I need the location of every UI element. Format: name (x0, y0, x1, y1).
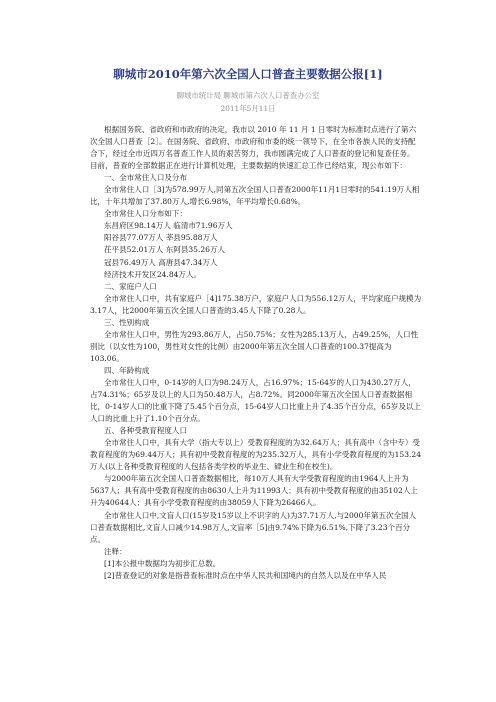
document-title: 聊城市2010年第六次全国人口普查主要数据公报[1] (113, 67, 383, 81)
body-paragraph: 全市常住人口中，0-14岁的人口为98.24万人，占16.97%；15-64岁的人口为430.27万人，占74.31%；65岁及以上的人口为50.48万人，占8.72%。同2000年第五次全国人口普查数据相比，0-14岁人口的比重下降了5.45个百分点，15-64岁人口比重上升了4.35个百分点，65岁及以上人口的比重上升了1.10个百分点。 (90, 377, 421, 424)
body-paragraph: 全市常住人口中，男性为293.86万人，占50.75%；女性为285.13万人，占49.25%，人口性别比（以女性为100，男性对女性的比例）由2000年第五次全国人口普查的100.37提高为103.06。 (90, 329, 419, 363)
section-heading: 五、各种受教育程度人口 (104, 426, 188, 436)
section-heading: 四、年龄构成 (104, 365, 150, 375)
list-item: 茌平县52.01万人 东阿县35.26万人 (104, 245, 226, 255)
list-item: 经济技术开发区24.84万人。 (104, 269, 202, 279)
list-item: 冠县76.49万人 高唐县47.34万人 (104, 257, 218, 267)
body-paragraph: 全市常住人口中，具有大学（指大专以上）受教育程度的为32.64万人；具有高中（含中专）受教育程度的为69.44万人；具有初中受教育程度的为235.32万人，具有小学受教育程度的为153.24万人(以上各种受教育程度的人包括各类学校的毕业生、肄业生和在校生)。 (90, 438, 422, 472)
list-item: 阳谷县77.07万人 莘县95.88万人 (104, 233, 218, 243)
notes-heading: 注释： (104, 546, 127, 556)
body-paragraph: 与2000年第五次全国人口普查数据相比，每10万人具有大学受教育程度的由1964人上升为5637人；具有高中受教育程度的由8630人上升为11993人；具有初中受教育程度的由35102人上升为40644人；具有小学受教育程度的由38059人下降为26466人。 (90, 474, 418, 508)
body-paragraph: 全市常住人口分布如下： (104, 209, 188, 219)
section-heading: 一、全市常住人口及分布 (104, 173, 188, 183)
note-item: [1]本公报中数据均为初步汇总数。 (104, 558, 221, 568)
note-item: [2]普查登记的对象是指普查标准时点在中华人民共和国境内的自然人以及在中华人民 (104, 570, 387, 580)
document-body (90, 124, 422, 582)
document-source: 聊城市统计局 聊城市第六次人口普查办公室 (176, 91, 320, 100)
body-paragraph: 全市常住人口［3]为578.99万人,同第五次全国人口普查2000年11月1日零时的541.19万人相比，十年共增加了37.80万人,增长6.98%，年平均增长0.68%。 (90, 185, 420, 207)
section-heading: 二、家庭户人口 (104, 281, 157, 291)
list-item: 东昌府区98.14万人 临清市71.96万人 (104, 221, 233, 231)
body-paragraph: 全市常住人口中,文盲人口(15岁及15岁以上不识字的人)为37.71万人,与2000年第五次全国人口普查数据相比,文盲人口减少14.98万人,文盲率［5]由9.74%下降为6.51%,下降了3.23个百分点。 (90, 510, 417, 544)
document-date: 2011年5月11日 (220, 104, 276, 113)
intro-paragraph: 根据国务院、省政府和市政府的决定，我市以 2010 年 11 月 1 日零时为标准时点进行了第六次全国人口普查［2］。在国务院、省政府、市政府和市委的统一领导下，在全市各族人民的支持配合下，经过全市近四万名普查工作人员的艰苦努力，我市圆满完成了人口普查的登记和复查任务。目前，普查的全部数据正在进行计算机处理，主要数据的快速汇总工作已经结束，现公布如下： (90, 125, 417, 171)
section-heading: 三、性别构成 (104, 317, 150, 327)
body-paragraph: 全市常住人口中，共有家庭户［4]175.38万户，家庭户人口为556.12万人，平均家庭户规模为3.17人，比2000年第五次全国人口普查的3.45人下降了0.28人。 (90, 293, 422, 315)
